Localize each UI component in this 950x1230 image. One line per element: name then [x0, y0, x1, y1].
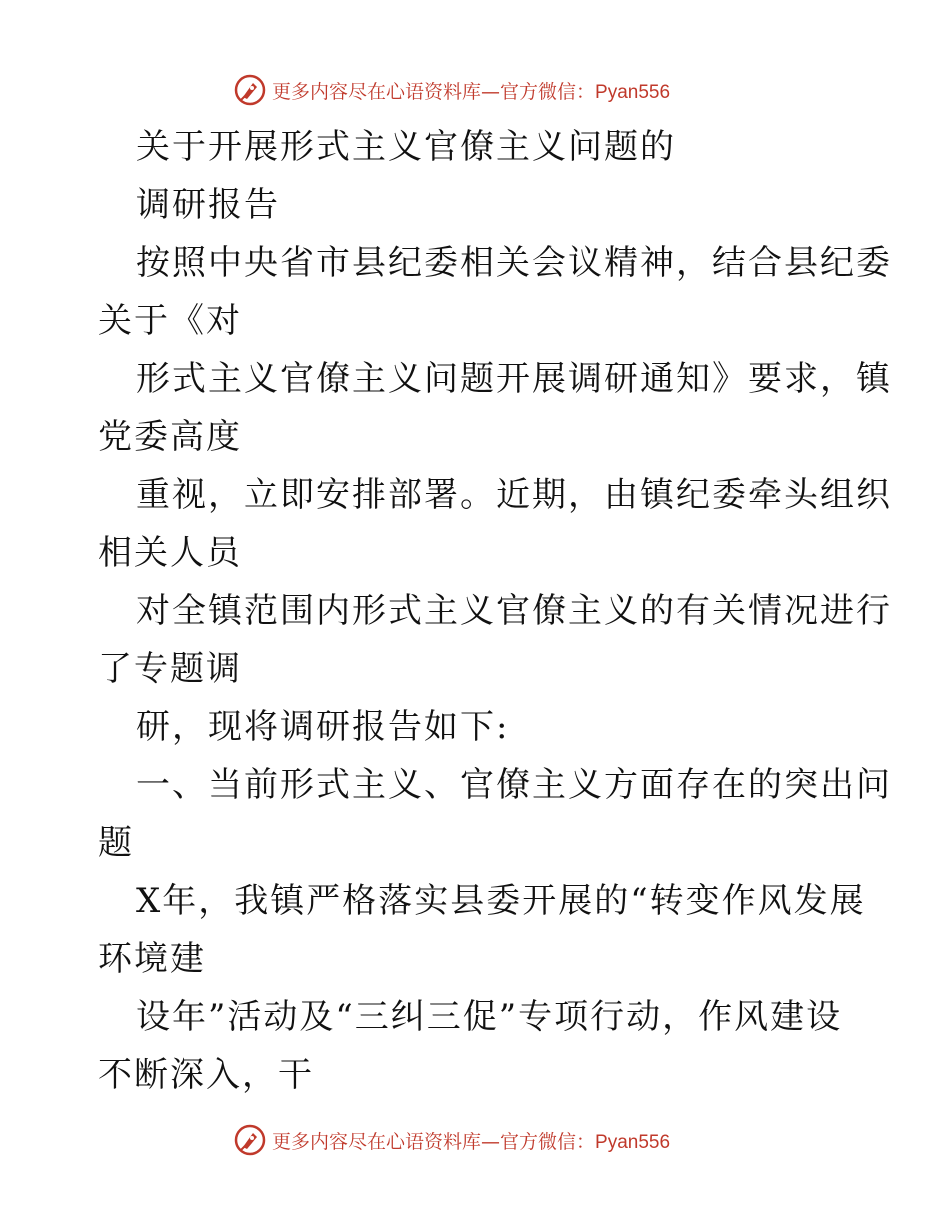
doc-line: 关于开展形式主义官僚主义问题的 — [136, 127, 676, 167]
doc-line: 了专题调 — [98, 649, 242, 689]
footer-banner — [234, 1123, 670, 1157]
doc-line: 研，现将调研报告如下: — [136, 707, 510, 747]
doc-line: X年，我镇严格落实县委开展的“转变作风发展 — [136, 881, 866, 921]
footer-banner-text — [272, 1127, 670, 1154]
pen-nib-logo-icon — [234, 1124, 266, 1156]
doc-line: 相关人员 — [98, 533, 242, 573]
document-body — [98, 118, 892, 1104]
doc-line: 重视，立即安排部署。近期，由镇纪委牵头组织 — [136, 475, 892, 515]
doc-line: 题 — [98, 823, 134, 863]
header-banner — [234, 73, 670, 107]
doc-line: 对全镇范围内形式主义官僚主义的有关情况进行 — [136, 591, 892, 631]
doc-line: 按照中央省市县纪委相关会议精神，结合县纪委 — [136, 243, 892, 283]
doc-line: 形式主义官僚主义问题开展调研通知》要求，镇 — [136, 359, 892, 399]
doc-line: 一、当前形式主义、官僚主义方面存在的突出问 — [136, 765, 892, 805]
doc-line: 关于《对 — [98, 301, 242, 341]
header-banner-wechat-id: Pyan556 — [595, 81, 671, 103]
header-banner-text — [272, 77, 670, 104]
header-banner-cn: 更多内容尽在心语资料库—官方微信： — [272, 80, 596, 103]
doc-line: 党委高度 — [98, 417, 242, 457]
doc-line: 环境建 — [98, 939, 206, 979]
doc-line: 不断深入，干 — [98, 1055, 314, 1095]
pen-nib-logo-icon — [234, 74, 266, 106]
doc-line: 设年”活动及“三纠三促”专项行动，作风建设 — [136, 997, 843, 1037]
footer-banner-wechat-id: Pyan556 — [595, 1131, 671, 1153]
footer-banner-cn: 更多内容尽在心语资料库—官方微信： — [272, 1130, 596, 1153]
doc-line: 调研报告 — [136, 185, 280, 225]
